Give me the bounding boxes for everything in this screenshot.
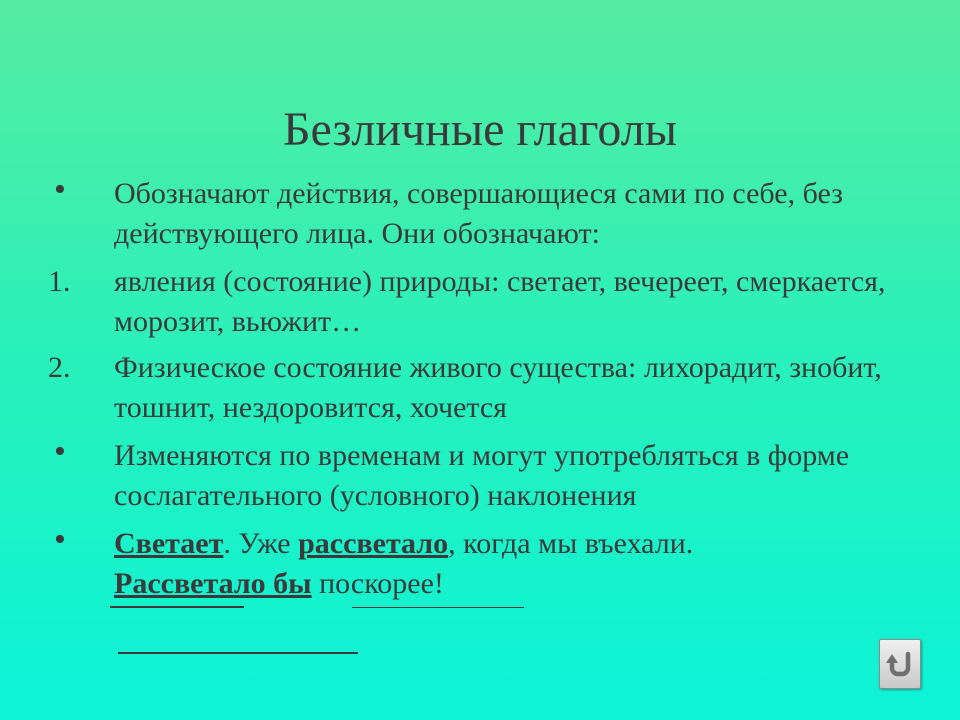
list-item-text: явления (состояние) природы: светает, вечереет, смеркается, морозит, вьюжит… [114, 265, 886, 338]
example-text-part: , когда мы въехали. [448, 527, 694, 560]
bullet-marker: • [54, 171, 66, 208]
slide-title: Безличные глаголы [282, 103, 677, 156]
number-marker: 1. [48, 265, 71, 298]
return-arrow-icon [886, 650, 914, 678]
bullet-marker: • [54, 433, 66, 470]
list-item-text: Обозначают действия, совершающиеся сами по себе, без действующего лица. Они обозначают: [114, 177, 844, 250]
underline-stroke [110, 606, 244, 608]
number-marker: 2. [48, 351, 71, 384]
example-word-svetaet: Светает [114, 527, 224, 560]
example-word-rassvetalo-by: Рассветало бы [114, 567, 312, 600]
example-text-part: поскорее! [311, 567, 444, 600]
example-text-part: . Уже [223, 527, 299, 560]
underline-stroke [118, 652, 358, 654]
underline-stroke [352, 607, 524, 608]
bullet-marker: • [54, 521, 66, 558]
return-button[interactable] [879, 639, 921, 689]
example-text [114, 524, 934, 604]
example-word-rassvetalo: рассветало [298, 527, 449, 560]
list-item-text: Изменяются по временам и могут употребляться в форме сослагательного (условного) наклонения [114, 439, 850, 512]
list-item-text: Физическое состояние живого существа: лихорадит, знобит, тошнит, нездоровится, хочется [114, 351, 882, 424]
